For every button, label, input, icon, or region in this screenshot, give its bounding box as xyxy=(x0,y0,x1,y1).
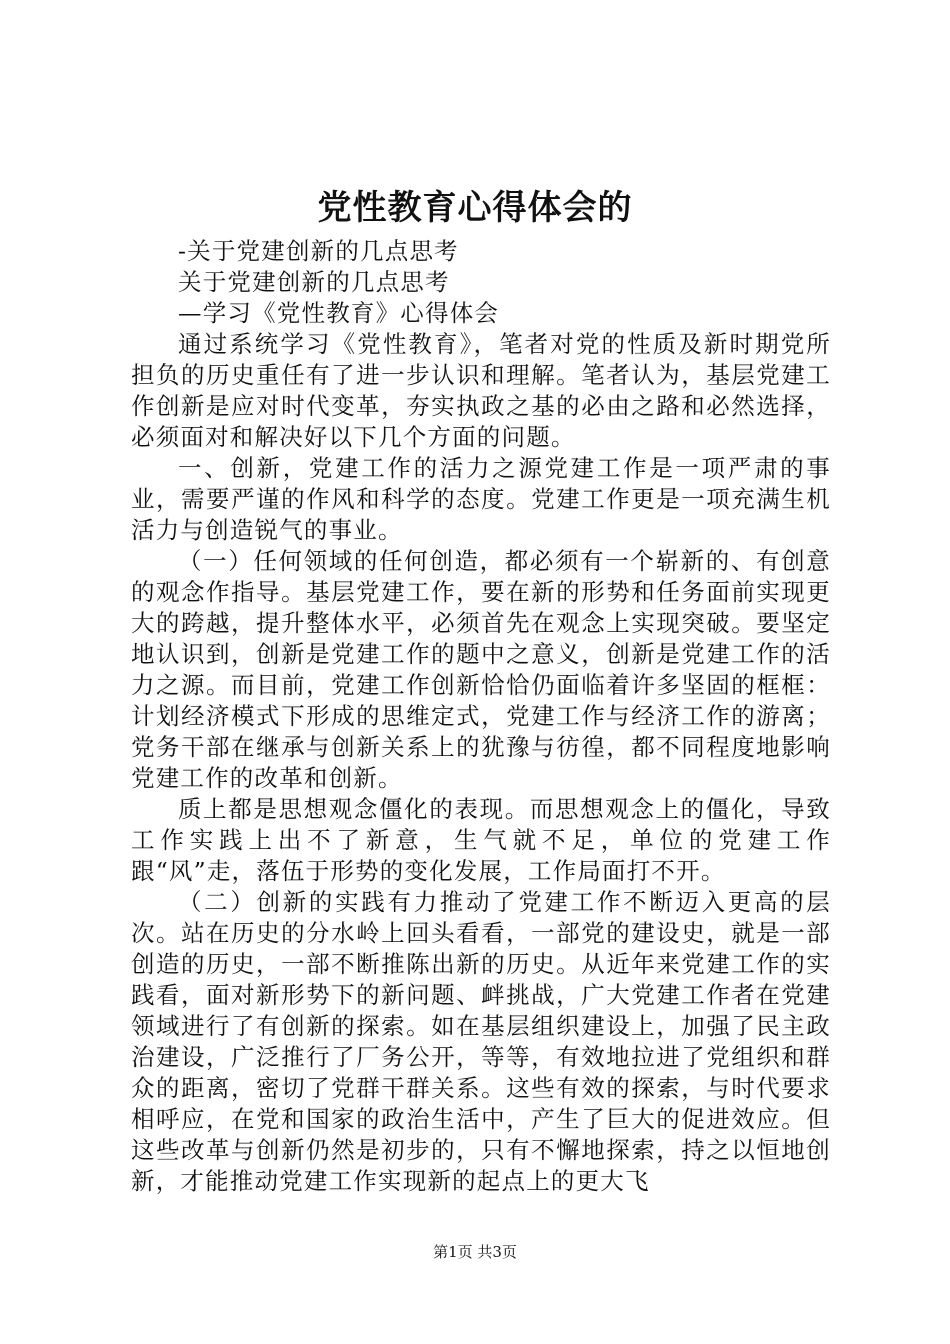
body-paragraph: （二）创新的实践有力推动了党建工作不断迈入更高的层次。站在历史的分水岭上回头看看，一部党的建设史，就是一部创造的历史，一部不断推陈出新的历史。从近年来党建工作的实践看，面对新形势下的新问题、衅挑战，广大党建工作者在党建领域进行了有创新的探索。如在基层组织建设上，加强了民主政治建设，广泛推行了厂务公开，等等，有效地拉进了党组织和群众的距离，密切了党群干群关系。这些有效的探索，与时代要求相呼应，在党和国家的政治生活中，产生了巨大的促进效应。但这些改革与创新仍然是初步的，只有不懈地探索，持之以恒地创新，才能推动党建工作实现新的起点上的更大飞 xyxy=(131,888,831,1195)
subtitle-line: 关于党建创新的几点思考 xyxy=(178,268,450,296)
body-paragraph: （一）任何领域的任何创造，都必须有一个崭新的、有创意的观念作指导。基层党建工作，要在新的形势和任务面前实现更大的跨越，提升整体水平，必须首先在观念上实现突破。要坚定地认识到，创新是党建工作的题中之意义，创新是党建工作的活力之源。而目前，党建工作创新恰恰仍面临着许多坚固的框框：计划经济模式下形成的思维定式，党建工作与经济工作的游离；党务干部在继承与创新关系上的犹豫与彷徨，都不同程度地影响党建工作的改革和创新。 xyxy=(131,547,831,792)
body-paragraph: 质上都是思想观念僵化的表现。而思想观念上的僵化，导致工作实践上出不了新意，生气就不足，单位的党建工作跟“风”走，落伍于形势的变化发展，工作局面打不开。 xyxy=(131,795,831,885)
body-paragraph: 通过系统学习《党性教育》，笔者对党的性质及新时期党所担负的历史重任有了进一步认识和理解。笔者认为，基层党建工作创新是应对时代变革，夯实执政之基的必由之路和必然选择，必须面对和解决好以下几个方面的问题。 xyxy=(131,330,831,451)
page-number-footer: 第1页 共3页 xyxy=(433,1243,517,1261)
subtitle-line: —学习《党性教育》心得体会 xyxy=(178,299,500,327)
body-paragraph: 一、创新，党建工作的活力之源党建工作是一项严肃的事业，需要严谨的作风和科学的态度。党建工作更是一项充满生机活力与创造锐气的事业。 xyxy=(131,454,831,544)
document-title: 党性教育心得体会的 xyxy=(317,188,633,228)
subtitle-line: -关于党建创新的几点思考 xyxy=(178,237,459,265)
document-body xyxy=(131,236,831,1197)
